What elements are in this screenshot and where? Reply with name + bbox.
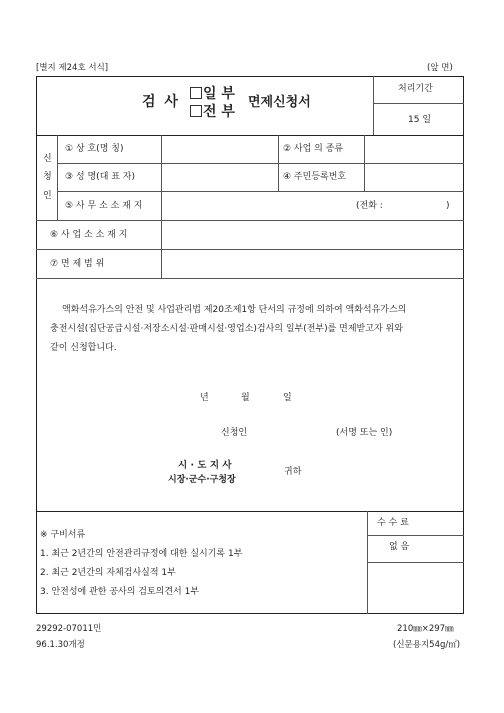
date-day: 일 bbox=[283, 393, 292, 403]
body-text-line-3: 같이 신청합니다. bbox=[50, 343, 117, 353]
checkbox-partial[interactable] bbox=[190, 87, 202, 99]
title-option-partial: 일 부 bbox=[190, 87, 235, 101]
addressee-honorific: 귀하 bbox=[284, 467, 302, 477]
documents-title: ※ 구비서류 bbox=[40, 530, 86, 540]
exemption-scope-label: ⑦ 면 제 범 위 bbox=[50, 259, 105, 269]
footer-code: 29292-07011민 bbox=[36, 624, 102, 634]
date-month: 월 bbox=[241, 393, 250, 403]
applicant-signature-label: 신청인 bbox=[221, 428, 248, 438]
business-site-field[interactable] bbox=[162, 221, 463, 248]
form-number: [별지 제24호 서식] bbox=[36, 63, 109, 73]
footer-revision: 96.1.30개정 bbox=[36, 640, 85, 650]
body-text-line-2: 충전시설(집단공급시설·저장소시설·판매시설·영업소)검사의 일부(전부)를 면제받고자 위와 bbox=[50, 324, 403, 334]
business-name-label: ① 상 호(명 칭) bbox=[65, 144, 124, 154]
documents-item-3: 3. 안전성에 관한 공사의 검토의견서 1부 bbox=[40, 587, 200, 597]
footer-paper: (신문용지54g/㎡) bbox=[393, 640, 461, 650]
exemption-scope-field[interactable] bbox=[162, 250, 463, 277]
applicant-side-label-3: 인 bbox=[43, 191, 52, 201]
page-side-label: (앞 면) bbox=[427, 63, 453, 73]
phone-close: ) bbox=[446, 201, 450, 211]
title-option-full: 전 부 bbox=[190, 105, 235, 119]
documents-item-1: 1. 최근 2년간의 안전관리규정에 대한 실시기록 1부 bbox=[40, 549, 243, 559]
applicant-side-label-1: 신 bbox=[43, 154, 52, 164]
representative-field[interactable] bbox=[162, 164, 277, 190]
business-name-field[interactable] bbox=[162, 136, 277, 162]
addressee-line-1: 시 · 도 지 사 bbox=[178, 460, 232, 471]
fee-label: 수 수 료 bbox=[377, 518, 409, 528]
business-type-label: ② 사업 의 종류 bbox=[283, 144, 344, 154]
representative-label: ③ 성 명(대 표 자) bbox=[65, 172, 136, 182]
office-address-field[interactable] bbox=[162, 192, 352, 219]
documents-item-2: 2. 최근 2년간의 자체검사실적 1부 bbox=[40, 568, 176, 578]
processing-period-value: 15 일 bbox=[408, 115, 432, 125]
addressee-line-2: 시장·군수·구청장 bbox=[168, 475, 236, 485]
resident-id-field[interactable] bbox=[365, 164, 463, 190]
footer-size: 210㎜×297㎜ bbox=[397, 624, 454, 634]
business-site-label: ⑥ 사 업 소 소 재 지 bbox=[50, 230, 128, 240]
checkbox-full[interactable] bbox=[190, 105, 202, 117]
title-suffix: 면제신청서 bbox=[248, 95, 311, 110]
body-text-line-1: 액화석유가스의 안전 및 사업관리법 제20조제1항 단서의 규정에 의하여 액화석유가스의 bbox=[62, 305, 407, 315]
resident-id-label: ④ 주민등록번호 bbox=[283, 172, 347, 182]
title-prefix: 검 사 bbox=[142, 94, 180, 110]
office-address-label: ⑤ 사 무 소 소 재 지 bbox=[65, 201, 143, 211]
signature-note: (서명 또는 인) bbox=[336, 428, 393, 438]
phone-label: (전화 : bbox=[356, 201, 383, 211]
business-type-field[interactable] bbox=[365, 136, 463, 162]
fee-value: 없 음 bbox=[389, 542, 410, 552]
applicant-side-label-2: 청 bbox=[43, 172, 52, 182]
processing-period-label: 처리기간 bbox=[398, 84, 433, 94]
date-year: 년 bbox=[200, 393, 209, 403]
